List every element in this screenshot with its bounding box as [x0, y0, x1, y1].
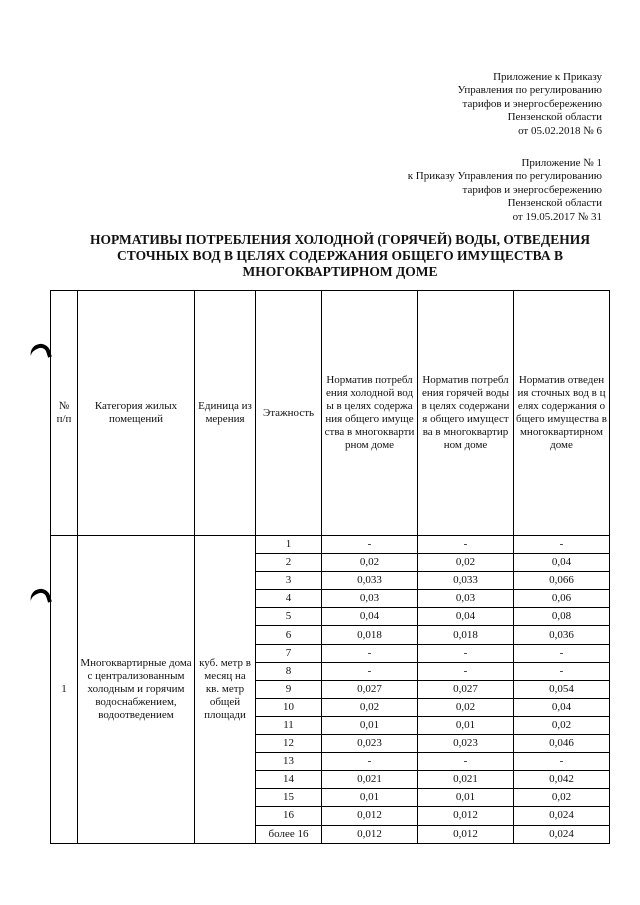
- binder-hole-mark-icon: [28, 341, 52, 362]
- appendix-line: Пензенской области: [507, 111, 602, 124]
- appendix-line: Пензенской области: [507, 197, 602, 210]
- cold-water-cell: -: [322, 753, 418, 771]
- drainage-cell: 0,024: [514, 825, 610, 843]
- hot-water-cell: 0,01: [418, 789, 514, 807]
- hot-water-cell: -: [418, 753, 514, 771]
- header-num: № п/п: [51, 291, 78, 536]
- drainage-cell: 0,024: [514, 807, 610, 825]
- floors-cell: 3: [256, 572, 322, 590]
- appendix-note-original: [408, 157, 602, 224]
- cold-water-cell: 0,01: [322, 716, 418, 734]
- header-category: Категория жилых помещений: [78, 291, 195, 536]
- drainage-cell: 0,054: [514, 680, 610, 698]
- floors-cell: 6: [256, 626, 322, 644]
- cold-water-cell: 0,03: [322, 590, 418, 608]
- hot-water-cell: 0,01: [418, 716, 514, 734]
- drainage-cell: 0,046: [514, 735, 610, 753]
- floors-cell: более 16: [256, 825, 322, 843]
- drainage-cell: 0,04: [514, 554, 610, 572]
- floors-cell: 4: [256, 590, 322, 608]
- cold-water-cell: -: [322, 536, 418, 554]
- hot-water-cell: 0,021: [418, 771, 514, 789]
- group-category: Многоквартирные дома с централизованным холодным и горячим водоснабжением, водоотведением: [78, 536, 195, 844]
- header-cold-water: Норматив потребления холодной воды в целях содержания общего имущества в многоквартирном доме: [322, 291, 418, 536]
- cold-water-cell: 0,023: [322, 735, 418, 753]
- floors-cell: 7: [256, 644, 322, 662]
- drainage-cell: 0,08: [514, 608, 610, 626]
- floors-cell: 1: [256, 536, 322, 554]
- floors-cell: 2: [256, 554, 322, 572]
- drainage-cell: 0,066: [514, 572, 610, 590]
- table-row: [51, 536, 610, 554]
- cold-water-cell: 0,01: [322, 789, 418, 807]
- appendix-line: от 19.05.2017 № 31: [512, 210, 602, 223]
- appendix-line: тарифов и энергосбережению: [462, 183, 602, 196]
- drainage-cell: -: [514, 536, 610, 554]
- floors-cell: 16: [256, 807, 322, 825]
- floors-cell: 15: [256, 789, 322, 807]
- drainage-cell: 0,06: [514, 590, 610, 608]
- norms-table: [50, 290, 610, 844]
- cold-water-cell: -: [322, 644, 418, 662]
- table-header-row: [51, 291, 610, 536]
- drainage-cell: 0,02: [514, 789, 610, 807]
- drainage-cell: 0,042: [514, 771, 610, 789]
- binder-hole-mark-icon: [28, 586, 52, 607]
- title-line: МНОГОКВАРТИРНОМ ДОМЕ: [242, 264, 438, 279]
- hot-water-cell: 0,018: [418, 626, 514, 644]
- title-line: НОРМАТИВЫ ПОТРЕБЛЕНИЯ ХОЛОДНОЙ (ГОРЯЧЕЙ) ВОДЫ, ОТВЕДЕНИЯ: [90, 232, 590, 247]
- header-hot-water: Норматив потребления горячей воды в целях содержания общего имущества в многоквартирном доме: [418, 291, 514, 536]
- floors-cell: 13: [256, 753, 322, 771]
- group-unit: куб. метр в месяц на кв. метр общей площади: [195, 536, 256, 844]
- appendix-line: от 05.02.2018 № 6: [518, 124, 602, 137]
- header-unit: Единица измерения: [195, 291, 256, 536]
- hot-water-cell: 0,02: [418, 554, 514, 572]
- cold-water-cell: 0,02: [322, 698, 418, 716]
- cold-water-cell: 0,02: [322, 554, 418, 572]
- drainage-cell: -: [514, 753, 610, 771]
- group-num: 1: [51, 536, 78, 844]
- floors-cell: 8: [256, 662, 322, 680]
- cold-water-cell: 0,021: [322, 771, 418, 789]
- appendix-line: Управления по регулированию: [457, 84, 602, 97]
- appendix-line: тарифов и энергосбережению: [462, 97, 602, 110]
- cold-water-cell: 0,04: [322, 608, 418, 626]
- cold-water-cell: 0,012: [322, 825, 418, 843]
- document-title: [60, 232, 620, 280]
- appendix-line: Приложение к Приказу: [493, 71, 602, 83]
- hot-water-cell: 0,04: [418, 608, 514, 626]
- cold-water-cell: -: [322, 662, 418, 680]
- floors-cell: 5: [256, 608, 322, 626]
- cold-water-cell: 0,027: [322, 680, 418, 698]
- drainage-cell: -: [514, 662, 610, 680]
- title-line: СТОЧНЫХ ВОД В ЦЕЛЯХ СОДЕРЖАНИЯ ОБЩЕГО ИМУЩЕСТВА В: [117, 248, 563, 263]
- hot-water-cell: 0,023: [418, 735, 514, 753]
- hot-water-cell: -: [418, 662, 514, 680]
- appendix-line: к Приказу Управления по регулированию: [407, 170, 602, 183]
- hot-water-cell: 0,033: [418, 572, 514, 590]
- floors-cell: 14: [256, 771, 322, 789]
- hot-water-cell: 0,02: [418, 698, 514, 716]
- drainage-cell: -: [514, 644, 610, 662]
- hot-water-cell: 0,027: [418, 680, 514, 698]
- header-floors: Этажность: [256, 291, 322, 536]
- appendix-note-current: [458, 71, 602, 138]
- cold-water-cell: 0,033: [322, 572, 418, 590]
- floors-cell: 10: [256, 698, 322, 716]
- appendix-line: Приложение № 1: [521, 157, 602, 169]
- drainage-cell: 0,04: [514, 698, 610, 716]
- hot-water-cell: 0,012: [418, 807, 514, 825]
- header-drainage: Норматив отведения сточных вод в целях содержания общего имущества в многоквартирном доме: [514, 291, 610, 536]
- floors-cell: 11: [256, 716, 322, 734]
- cold-water-cell: 0,012: [322, 807, 418, 825]
- cold-water-cell: 0,018: [322, 626, 418, 644]
- hot-water-cell: -: [418, 536, 514, 554]
- hot-water-cell: 0,012: [418, 825, 514, 843]
- drainage-cell: 0,02: [514, 716, 610, 734]
- floors-cell: 12: [256, 735, 322, 753]
- hot-water-cell: -: [418, 644, 514, 662]
- hot-water-cell: 0,03: [418, 590, 514, 608]
- drainage-cell: 0,036: [514, 626, 610, 644]
- floors-cell: 9: [256, 680, 322, 698]
